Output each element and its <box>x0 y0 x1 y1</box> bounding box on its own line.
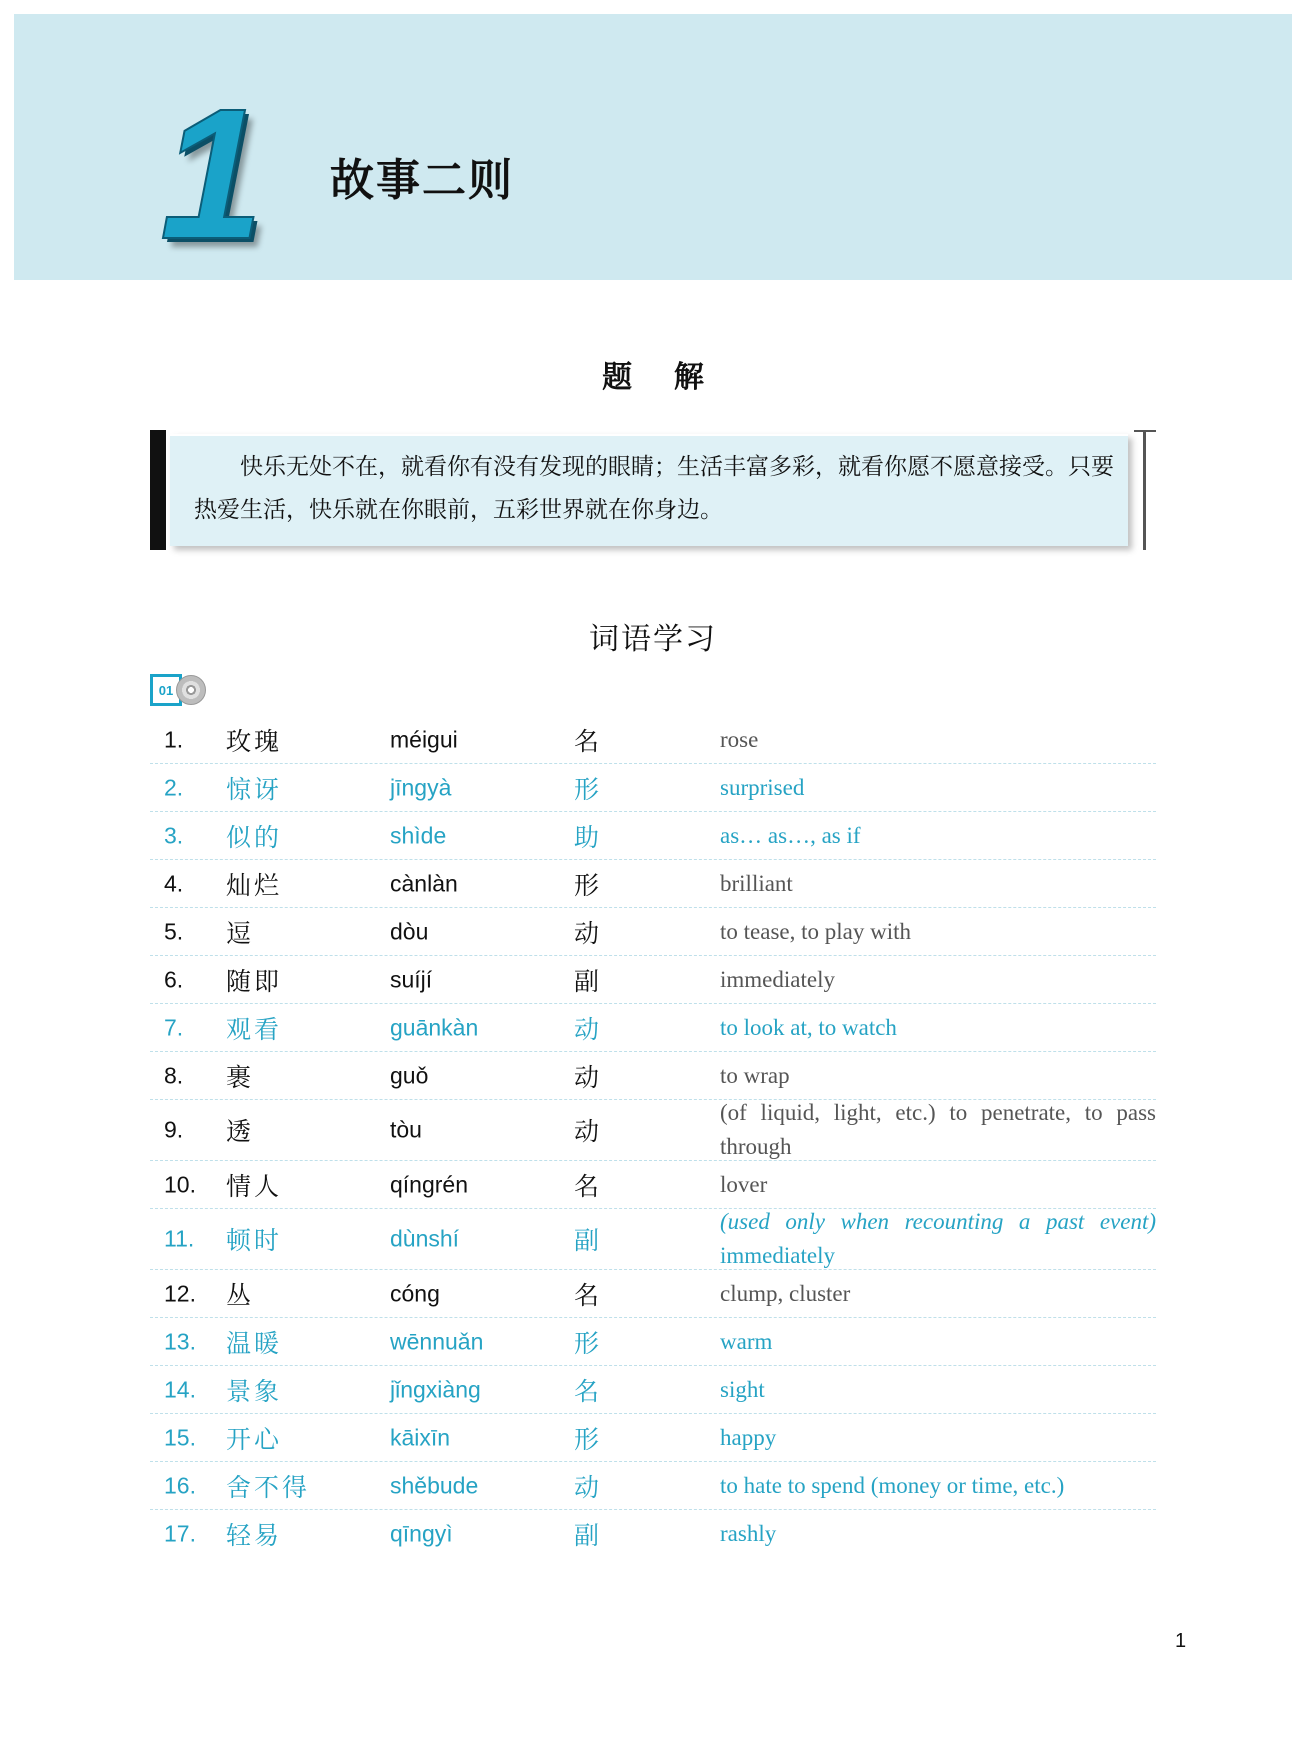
vocab-part-of-speech: 形 <box>574 774 600 804</box>
page-number: 1 <box>1175 1630 1187 1652</box>
vocab-row <box>150 1366 1156 1414</box>
vocab-row <box>150 908 1156 956</box>
vocab-pinyin: shěbude <box>390 1472 479 1498</box>
intro-heading: 题 解 <box>602 360 704 395</box>
vocab-word: 透 <box>226 1117 255 1146</box>
vocab-pinyin: cóng <box>390 1280 440 1306</box>
vocab-pinyin: shìde <box>390 822 447 848</box>
vocab-row <box>150 860 1156 908</box>
vocab-number: 10. <box>164 1171 196 1197</box>
vocab-row <box>150 812 1156 860</box>
vocab-pinyin: tòu <box>390 1116 422 1143</box>
vocab-part-of-speech: 助 <box>574 822 600 852</box>
vocab-part-of-speech: 副 <box>574 1520 600 1550</box>
audio-track-number: 01 <box>150 674 182 706</box>
vocab-number: 13. <box>164 1328 196 1354</box>
intro-right-line <box>1143 430 1146 550</box>
vocab-part-of-speech: 动 <box>574 918 600 948</box>
vocab-pinyin: guānkàn <box>390 1014 479 1040</box>
vocab-row <box>150 1100 1156 1161</box>
intro-box <box>150 430 1156 550</box>
vocab-part-of-speech: 名 <box>574 1171 600 1201</box>
vocab-english: as… as…, as if <box>720 822 861 848</box>
vocab-english: to wrap <box>720 1062 790 1088</box>
vocab-word: 随即 <box>226 966 283 996</box>
vocab-part-of-speech: 动 <box>574 1014 600 1044</box>
vocab-word: 丛 <box>226 1280 255 1310</box>
vocab-word: 灿烂 <box>226 870 283 900</box>
vocab-english: brilliant <box>720 870 793 896</box>
vocab-row <box>150 1052 1156 1100</box>
vocab-word: 裹 <box>226 1062 255 1092</box>
vocab-english: sight <box>720 1376 765 1402</box>
vocab-part-of-speech: 名 <box>574 1280 600 1310</box>
vocab-row <box>150 1510 1156 1557</box>
vocab-word: 景象 <box>226 1376 283 1406</box>
vocab-english: (of liquid, light, etc.) to penetrate, to pass through <box>720 1100 1156 1159</box>
vocab-part-of-speech: 副 <box>574 1226 600 1255</box>
vocab-pinyin: jīngyà <box>390 774 452 800</box>
vocab-pinyin: suíjí <box>390 966 433 992</box>
vocab-word: 轻易 <box>226 1520 283 1550</box>
vocab-heading: 词语学习 <box>589 622 717 657</box>
vocab-number: 4. <box>164 870 184 896</box>
vocab-word: 观看 <box>226 1014 283 1044</box>
vocab-word: 似的 <box>226 822 283 852</box>
vocab-english: lover <box>720 1171 768 1197</box>
intro-right-cap <box>1134 430 1156 432</box>
vocab-part-of-speech: 动 <box>574 1472 600 1502</box>
intro-left-bar <box>150 430 166 550</box>
vocab-english: to hate to spend (money or time, etc.) <box>720 1472 1065 1498</box>
vocab-number: 12. <box>164 1280 196 1306</box>
vocab-number: 5. <box>164 918 184 944</box>
lesson-title: 故事二则 <box>330 155 514 206</box>
audio-track-badge[interactable] <box>150 674 206 706</box>
vocab-english: happy <box>720 1424 777 1450</box>
vocab-row <box>150 1209 1156 1270</box>
vocab-part-of-speech: 名 <box>574 1376 600 1406</box>
vocab-word: 温暖 <box>226 1328 283 1358</box>
vocab-part-of-speech: 形 <box>574 1328 600 1358</box>
vocab-row <box>150 1414 1156 1462</box>
vocab-number: 15. <box>164 1424 196 1450</box>
vocab-row <box>150 1270 1156 1318</box>
vocab-number: 11. <box>164 1225 195 1252</box>
vocab-number: 3. <box>164 822 184 848</box>
vocab-english: to look at, to watch <box>720 1014 897 1040</box>
vocab-row <box>150 1462 1156 1510</box>
vocab-pinyin: dùnshí <box>390 1225 460 1252</box>
vocab-number: 1. <box>164 726 184 752</box>
vocab-english: surprised <box>720 774 805 800</box>
vocab-english <box>720 1205 1156 1273</box>
vocab-english-text: immediately <box>720 1243 835 1268</box>
cd-icon <box>176 675 206 705</box>
vocab-word: 玫瑰 <box>226 726 283 756</box>
vocab-number: 16. <box>164 1472 196 1498</box>
vocab-pinyin: méigui <box>390 726 458 752</box>
vocab-part-of-speech: 名 <box>574 726 600 756</box>
vocab-number: 7. <box>164 1014 184 1040</box>
vocab-pinyin: qīngyì <box>390 1520 453 1546</box>
vocab-word: 情人 <box>226 1171 283 1201</box>
vocab-english: clump, cluster <box>720 1280 851 1306</box>
vocab-part-of-speech: 形 <box>574 1424 600 1454</box>
vocab-row <box>150 1004 1156 1052</box>
vocab-number: 9. <box>164 1116 184 1143</box>
vocab-number: 6. <box>164 966 184 992</box>
vocab-english: rose <box>720 726 759 752</box>
vocab-english: immediately <box>720 966 835 992</box>
vocab-row <box>150 1161 1156 1209</box>
vocab-pinyin: dòu <box>390 918 429 944</box>
vocab-row <box>150 716 1156 764</box>
vocab-part-of-speech: 动 <box>574 1062 600 1092</box>
vocab-word: 逗 <box>226 918 255 948</box>
vocab-english: rashly <box>720 1520 777 1546</box>
lesson-number: 1 <box>160 71 264 278</box>
vocab-number: 14. <box>164 1376 196 1402</box>
vocab-part-of-speech: 副 <box>574 966 600 996</box>
vocab-number: 17. <box>164 1520 196 1546</box>
vocab-pinyin: wēnnuǎn <box>390 1328 484 1354</box>
vocab-row <box>150 956 1156 1004</box>
intro-text: 快乐无处不在，就看你有没有发现的眼睛；生活丰富多彩，就看你愿不愿意接受。只要热爱生活，快乐就在你眼前，五彩世界就在你身边。 <box>194 454 1114 523</box>
vocab-english: warm <box>720 1328 773 1354</box>
vocab-pinyin: qíngrén <box>390 1171 469 1197</box>
vocab-pinyin: jǐngxiàng <box>390 1376 481 1402</box>
vocab-number: 2. <box>164 774 184 800</box>
vocab-word: 惊讶 <box>226 774 283 804</box>
vocab-pinyin: cànlàn <box>390 870 458 896</box>
vocab-part-of-speech: 形 <box>574 870 600 900</box>
vocab-number: 8. <box>164 1062 184 1088</box>
vocab-word: 舍不得 <box>226 1472 311 1502</box>
vocab-list <box>150 716 1156 1557</box>
vocab-pinyin: kāixīn <box>390 1424 451 1450</box>
vocab-row <box>150 764 1156 812</box>
vocab-word: 开心 <box>226 1424 283 1454</box>
vocab-pinyin: guǒ <box>390 1062 429 1088</box>
vocab-row <box>150 1318 1156 1366</box>
vocab-english-note: (used only when recounting a past event) <box>720 1209 1156 1234</box>
vocab-english: to tease, to play with <box>720 918 911 944</box>
vocab-part-of-speech: 动 <box>574 1117 600 1146</box>
vocab-word: 顿时 <box>226 1226 283 1255</box>
